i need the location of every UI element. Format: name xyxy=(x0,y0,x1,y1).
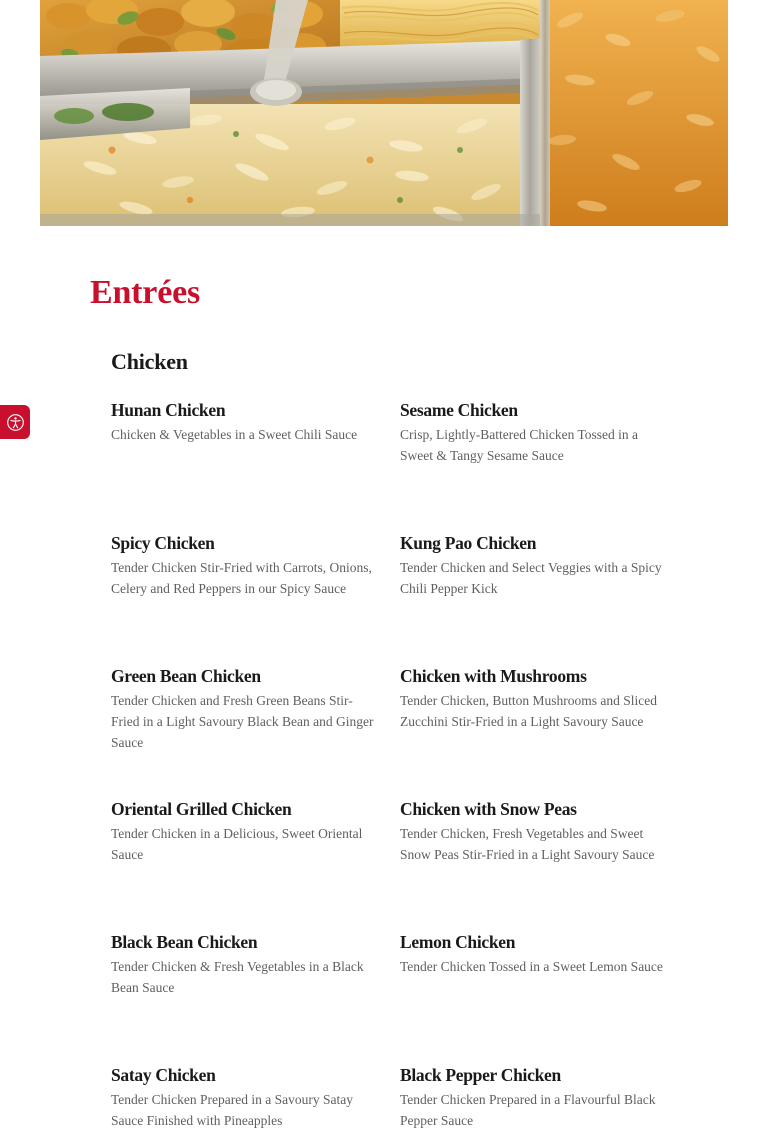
menu-item-name: Chicken with Snow Peas xyxy=(400,799,577,820)
menu-item-name: Spicy Chicken xyxy=(111,533,215,554)
menu-item xyxy=(400,665,689,798)
menu-item xyxy=(111,798,400,931)
menu-item-name: Hunan Chicken xyxy=(111,400,226,421)
menu-item xyxy=(111,399,400,532)
menu-item-description: Tender Chicken in a Delicious, Sweet Oriental Sauce xyxy=(111,826,363,863)
menu-item xyxy=(111,665,400,798)
menu-item xyxy=(400,1064,689,1140)
page-title: Entrées xyxy=(90,274,201,311)
menu-item xyxy=(400,798,689,931)
menu-item xyxy=(111,532,400,665)
menu-item-name: Lemon Chicken xyxy=(400,932,516,953)
hero-food-image xyxy=(40,0,728,226)
menu-item-description: Tender Chicken and Select Veggies with a Spicy Chili Pepper Kick xyxy=(400,560,662,597)
menu-item-description: Tender Chicken and Fresh Green Beans Stir-Fried in a Light Savoury Black Bean and Ginger Sauce xyxy=(111,693,374,751)
menu-items-grid xyxy=(0,399,770,1140)
menu-item-name: Kung Pao Chicken xyxy=(400,533,537,554)
menu-item-description: Tender Chicken Tossed in a Sweet Lemon Sauce xyxy=(400,959,663,975)
menu-item-description: Tender Chicken, Button Mushrooms and Sliced Zucchini Stir-Fried in a Light Savoury Sauce xyxy=(400,693,658,730)
menu-item xyxy=(400,532,689,665)
menu-item xyxy=(400,399,689,532)
menu-item-description: Tender Chicken Stir-Fried with Carrots, Onions, Celery and Red Peppers in our Spicy Sauce xyxy=(111,560,372,597)
menu-item xyxy=(111,931,400,1064)
menu-item-name: Chicken with Mushrooms xyxy=(400,666,587,687)
menu-item-description: Tender Chicken Prepared in a Flavourful Black Pepper Sauce xyxy=(400,1092,656,1129)
menu-item-description: Tender Chicken Prepared in a Savoury Satay Sauce Finished with Pineapples xyxy=(111,1092,353,1129)
menu-item-name: Satay Chicken xyxy=(111,1065,216,1086)
menu-item-description: Crisp, Lightly-Battered Chicken Tossed in a Sweet & Tangy Sesame Sauce xyxy=(400,427,639,464)
menu-item-description: Chicken & Vegetables in a Sweet Chili Sauce xyxy=(111,427,358,443)
menu-item-name: Green Bean Chicken xyxy=(111,666,261,687)
subsection-title: Chicken xyxy=(111,349,188,375)
menu-item xyxy=(111,1064,400,1140)
menu-item-description: Tender Chicken, Fresh Vegetables and Sweet Snow Peas Stir-Fried in a Light Savoury Sauce xyxy=(400,826,655,863)
menu-item xyxy=(400,931,689,1064)
menu-item-description: Tender Chicken & Fresh Vegetables in a Black Bean Sauce xyxy=(111,959,364,996)
menu-item-name: Black Pepper Chicken xyxy=(400,1065,561,1086)
menu-item-name: Sesame Chicken xyxy=(400,400,518,421)
menu-content xyxy=(0,226,770,1140)
menu-item-name: Oriental Grilled Chicken xyxy=(111,799,292,820)
menu-item-name: Black Bean Chicken xyxy=(111,932,258,953)
